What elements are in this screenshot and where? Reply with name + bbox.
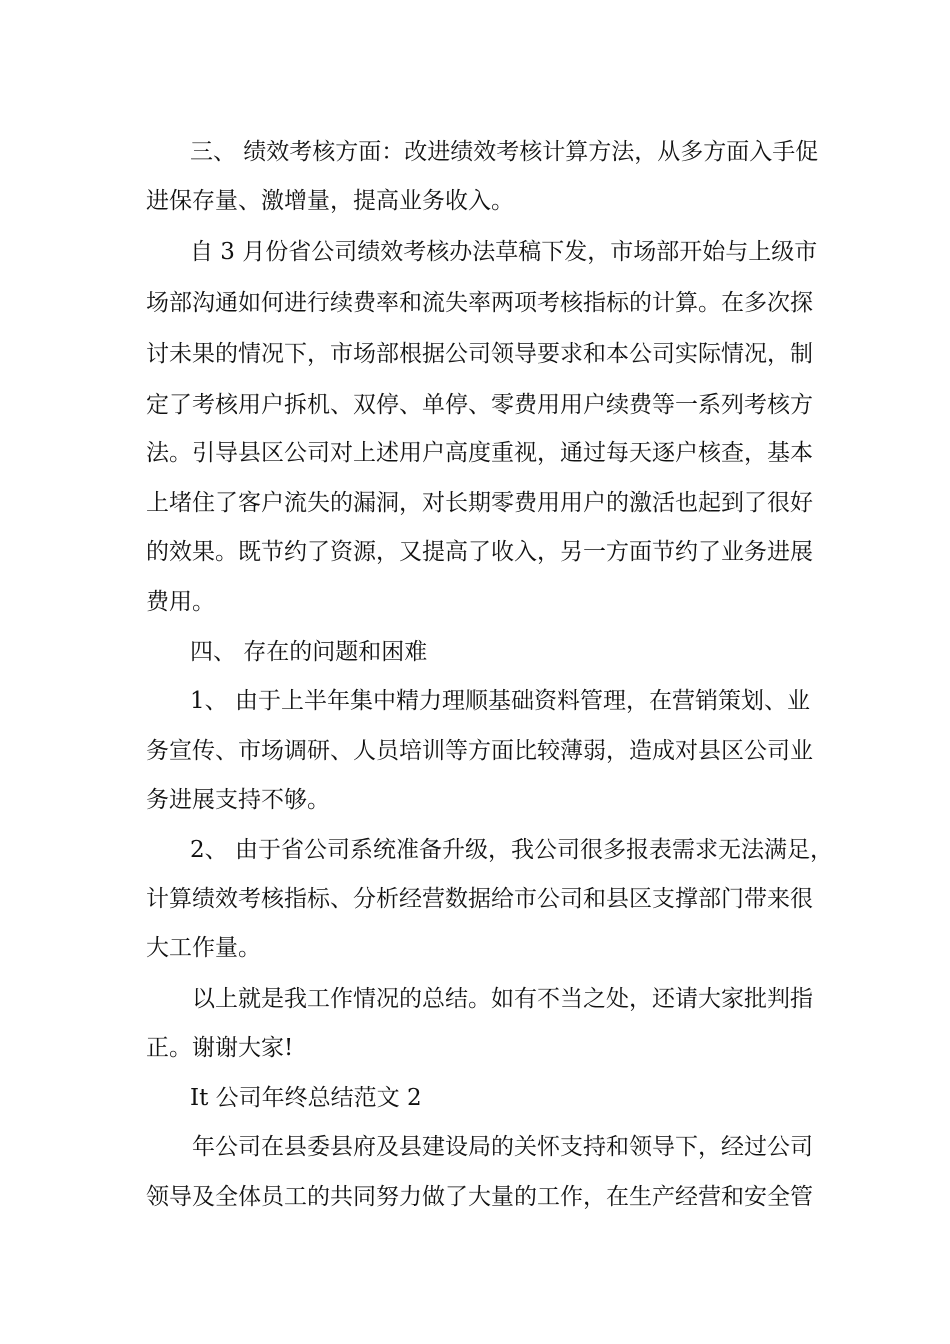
section-three-heading-line-2: 进保存量、激增量，提高业务收入。 [146,188,514,214]
closing-line-2: 正。谢谢大家! [146,1035,294,1061]
paragraph-1-line-7: 的效果。既节约了资源，又提高了收入，另一方面节约了业务进展 [146,539,813,565]
paragraph-1-line-2: 场部沟通如何进行续费率和流失率两项考核指标的计算。在多次探 [146,290,813,316]
closing-line-1: 以上就是我工作情况的总结。如有不当之处，还请大家批判指 [192,986,813,1012]
article-2-paragraph-line-1: 年公司在县委县府及县建设局的关怀支持和领导下，经过公司 [192,1134,813,1160]
paragraph-1-line-5: 法。引导县区公司对上述用户高度重视，通过每天逐户核查，基本 [146,440,813,466]
item-2-line-1: 2、 由于省公司系统准备升级，我公司很多报表需求无法满足， [190,837,833,863]
item-1-line-3: 务进展支持不够。 [146,787,330,813]
paragraph-1-line-8: 费用。 [146,589,215,615]
article-2-title: It 公司年终总结范文 2 [190,1085,422,1111]
item-2-line-2: 计算绩效考核指标、分析经营数据给市公司和县区支撑部门带来很 [146,886,813,912]
section-three-heading-line-1: 三、 绩效考核方面：改进绩效考核计算方法，从多方面入手促 [190,139,819,165]
item-1-line-1: 1、 由于上半年集中精力理顺基础资料管理，在营销策划、业 [190,688,810,714]
paragraph-1-line-3: 讨未果的情况下，市场部根据公司领导要求和本公司实际情况，制 [146,341,813,367]
paragraph-1-line-1: 自 3 月份省公司绩效考核办法草稿下发，市场部开始与上级市 [190,239,818,265]
item-2-line-3: 大工作量。 [146,935,261,961]
paragraph-1-line-4: 定了考核用户拆机、双停、单停、零费用用户续费等一系列考核方 [146,392,813,418]
item-1-line-2: 务宣传、市场调研、人员培训等方面比较薄弱，造成对县区公司业 [146,738,813,764]
paragraph-1-line-6: 上堵住了客户流失的漏洞，对长期零费用用户的激活也起到了很好 [146,490,813,516]
article-2-paragraph-line-2: 领导及全体员工的共同努力做了大量的工作，在生产经营和安全管 [146,1184,813,1210]
section-four-heading: 四、 存在的问题和困难 [190,639,428,665]
